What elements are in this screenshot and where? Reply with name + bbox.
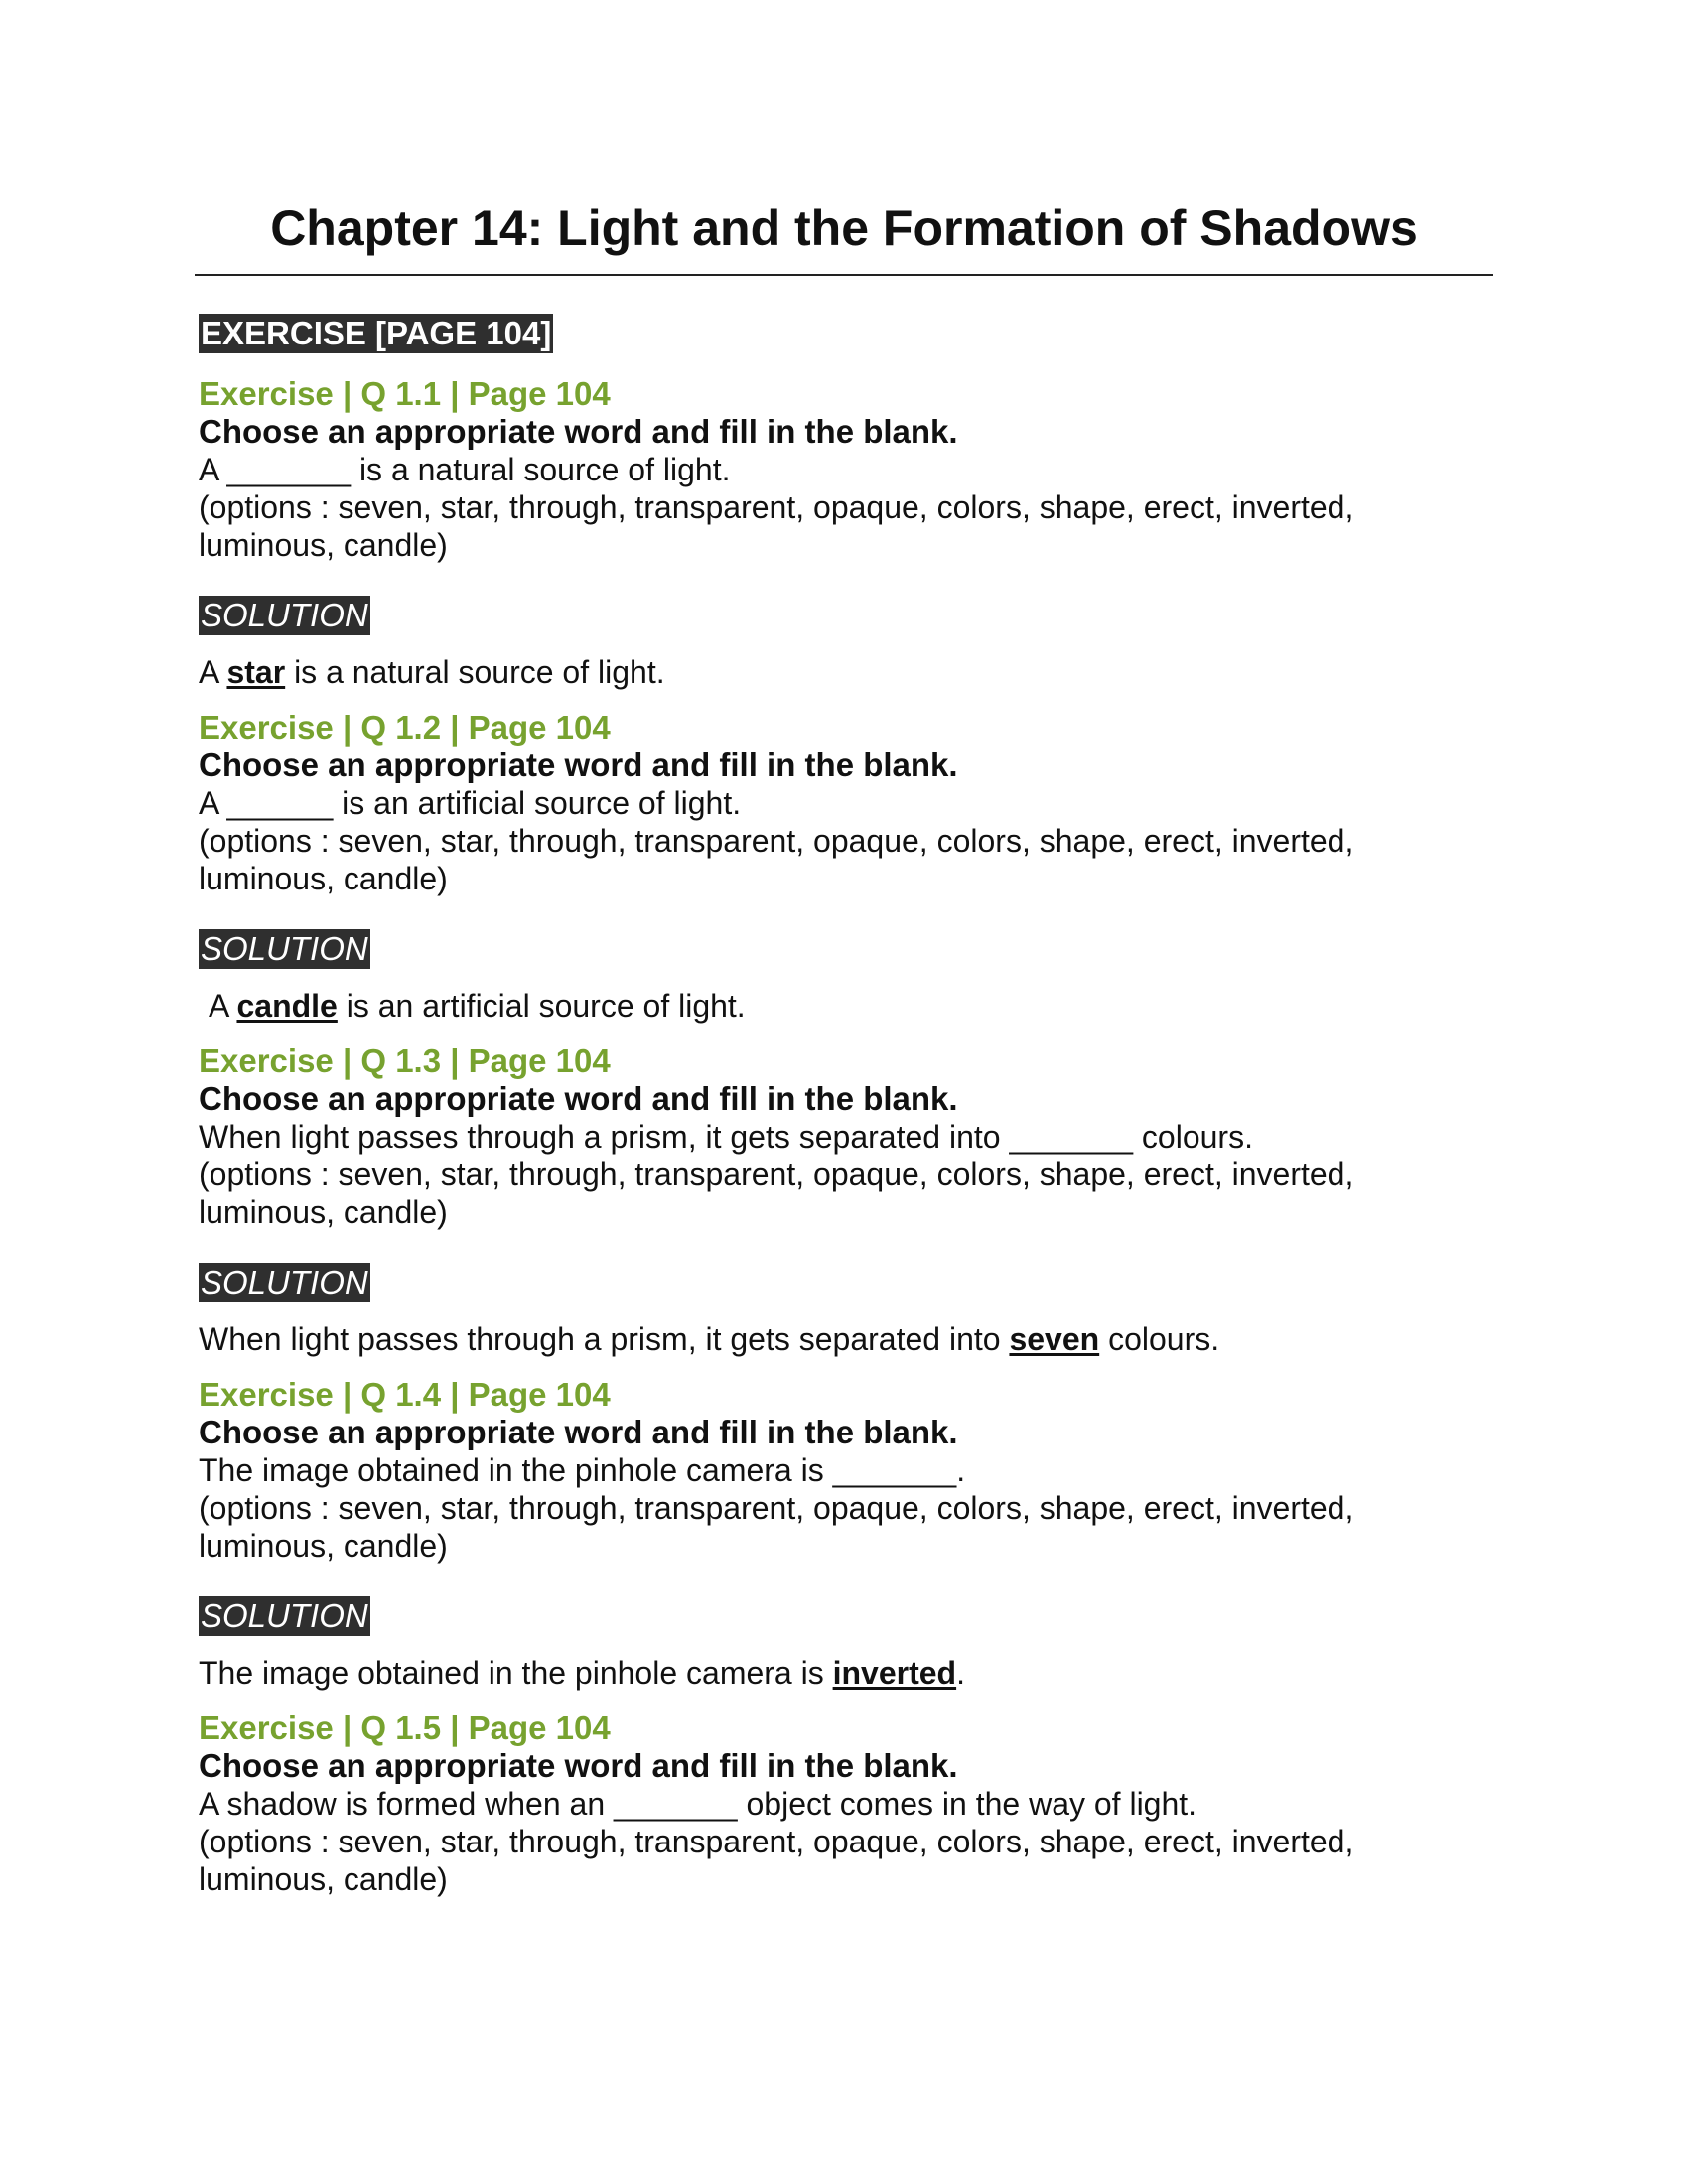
exercise-section-header <box>199 314 1420 375</box>
question-text: A ______ is an artificial source of light. <box>199 785 742 821</box>
question-options: (options : seven, star, through, transparent, opaque, colors, shape, erect, inverted, luminous, candle) <box>199 489 1354 563</box>
question-heading: Exercise | Q 1.1 | Page 104 <box>199 375 611 412</box>
answer-after: . <box>956 1655 965 1691</box>
answer-text <box>199 987 1420 1024</box>
question-text: When light passes through a prism, it gets separated into _______ colours. <box>199 1119 1253 1155</box>
title-divider <box>195 274 1493 276</box>
question-block-1-2 <box>199 709 1420 1024</box>
question-heading: Exercise | Q 1.4 | Page 104 <box>199 1376 611 1413</box>
question-options: (options : seven, star, through, transparent, opaque, colors, shape, erect, inverted, luminous, candle) <box>199 823 1354 896</box>
answer-before: The image obtained in the pinhole camera is <box>199 1655 833 1691</box>
question-heading: Exercise | Q 1.3 | Page 104 <box>199 1042 611 1079</box>
question-options: (options : seven, star, through, transparent, opaque, colors, shape, erect, inverted, luminous, candle) <box>199 1157 1354 1230</box>
exercise-content <box>199 314 1420 1898</box>
question-instruction: Choose an appropriate word and fill in the blank. <box>199 747 958 783</box>
answer-word: candle <box>236 988 338 1024</box>
answer-before: When light passes through a prism, it gets separated into <box>199 1321 1010 1357</box>
chapter-title: Chapter 14: Light and the Formation of Shadows <box>270 201 1418 256</box>
question-block-1-5 <box>199 1709 1420 1898</box>
solution-badge: SOLUTION <box>201 930 368 967</box>
answer-text <box>199 1654 1420 1692</box>
question-text: A _______ is a natural source of light. <box>199 452 731 487</box>
question-instruction: Choose an appropriate word and fill in the blank. <box>199 1080 958 1117</box>
answer-word: seven <box>1009 1321 1100 1357</box>
answer-after: is a natural source of light. <box>285 654 665 690</box>
exercise-badge: EXERCISE [PAGE 104] <box>201 315 552 351</box>
question-instruction: Choose an appropriate word and fill in the blank. <box>199 1414 958 1450</box>
solution-header <box>199 1263 1420 1302</box>
question-text: A shadow is formed when an _______ object comes in the way of light. <box>199 1786 1197 1822</box>
answer-before: A <box>199 654 227 690</box>
solution-header <box>199 1596 1420 1636</box>
question-instruction: Choose an appropriate word and fill in the blank. <box>199 1747 958 1784</box>
answer-text <box>199 653 1420 691</box>
question-instruction: Choose an appropriate word and fill in the blank. <box>199 413 958 450</box>
answer-word: star <box>226 654 286 690</box>
question-heading: Exercise | Q 1.5 | Page 104 <box>199 1709 611 1746</box>
solution-header <box>199 596 1420 635</box>
answer-after: is an artificial source of light. <box>337 988 746 1024</box>
solution-badge: SOLUTION <box>201 1597 368 1634</box>
question-options: (options : seven, star, through, transparent, opaque, colors, shape, erect, inverted, luminous, candle) <box>199 1490 1354 1564</box>
solution-badge: SOLUTION <box>201 597 368 633</box>
question-block-1-1 <box>199 375 1420 691</box>
question-text: The image obtained in the pinhole camera is _______. <box>199 1452 966 1488</box>
question-heading: Exercise | Q 1.2 | Page 104 <box>199 709 611 746</box>
answer-word: inverted <box>832 1655 957 1691</box>
solution-header <box>199 929 1420 969</box>
question-block-1-4 <box>199 1376 1420 1692</box>
answer-after: colours. <box>1099 1321 1220 1357</box>
answer-before: A <box>209 988 237 1024</box>
answer-text <box>199 1320 1420 1358</box>
question-options: (options : seven, star, through, transparent, opaque, colors, shape, erect, inverted, luminous, candle) <box>199 1824 1354 1897</box>
solution-badge: SOLUTION <box>201 1264 368 1300</box>
question-block-1-3 <box>199 1042 1420 1358</box>
